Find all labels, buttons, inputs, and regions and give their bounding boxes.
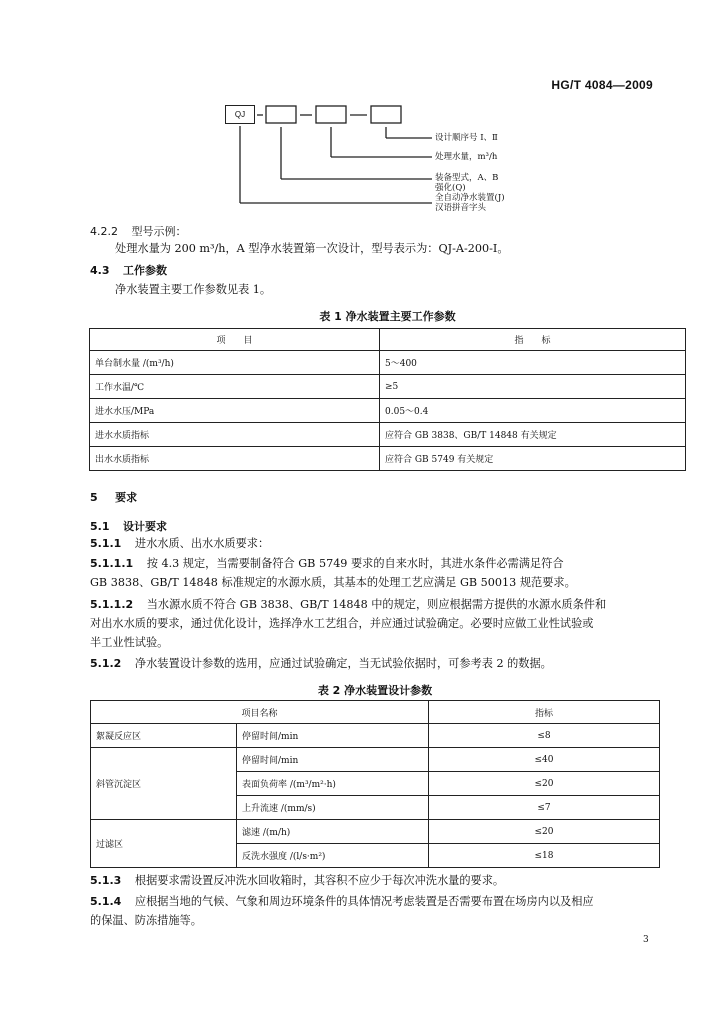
- standard-code: HG/T 4084—2009: [551, 78, 653, 92]
- table1-caption: 表 1 净水装置主要工作参数: [319, 310, 456, 323]
- page-number: 3: [643, 935, 649, 945]
- model-designation-diagram: [90, 100, 690, 220]
- table-group-cell: 过滤区: [91, 820, 237, 868]
- section-number: 5.1.1.1: [90, 557, 134, 570]
- section-5-1-1-1: [90, 556, 564, 572]
- diagram-label-flow: 处理水量，m³/h: [435, 152, 498, 162]
- section-text-line: 的保温、防冻措施等。: [90, 914, 202, 927]
- section-number: 5.1.2: [90, 657, 122, 670]
- table-row: [90, 447, 686, 471]
- section-4-3-heading: [90, 262, 167, 278]
- section-number: 5.1.1: [90, 537, 122, 550]
- table-cell: ≤7: [429, 796, 660, 820]
- section-text-line: 对出水水质的要求，通过优化设计，选择净水工艺组合，并应通过试验确定。必要时应做工业性试验或: [90, 617, 594, 630]
- section-text-line: 当水源水质不符合 GB 3838、GB/T 14848 中的规定，则应根据需方提供的水源水质条件和: [146, 598, 607, 611]
- table-row: [90, 375, 686, 399]
- table-cell: 进水水质指标: [90, 423, 380, 447]
- section-text-line: 半工业性试验。: [90, 636, 169, 649]
- section-5-1-2: [90, 656, 552, 672]
- section-number: 5.1.4: [90, 895, 122, 908]
- section-5-1-4: [90, 894, 594, 910]
- table-header-cell: 项 目: [90, 329, 380, 351]
- table-cell: 反洗水强度 /(l/s·m²): [237, 844, 429, 868]
- section-title: 要求: [115, 491, 138, 504]
- section-text-line: GB 3838、GB/T 14848 标准规定的水源水质，其基本的处理工艺应满足 GB 50013 规范要求。: [90, 576, 576, 589]
- section-4-2-2-text: 处理水量为 200 m³/h，A 型净水装置第一次设计，型号表示为：QJ-A-200-Ⅰ。: [115, 242, 509, 255]
- table-row: [91, 748, 660, 772]
- table-cell: 0.05～0.4: [380, 399, 686, 423]
- section-text: 进水水质、出水水质要求：: [134, 537, 270, 550]
- table2: [90, 700, 660, 868]
- table-cell: 表面负荷率 /(m³/m²·h): [237, 772, 429, 796]
- section-5-1-1-2: [90, 597, 606, 613]
- section-5-1-heading: [90, 518, 167, 534]
- section-text: 根据要求需设置反冲洗水回收箱时，其容积不应少于每次冲洗水量的要求。: [134, 874, 505, 887]
- section-5-1-3: [90, 873, 504, 889]
- table-cell: 进水水压/MPa: [90, 399, 380, 423]
- table-cell: 出水水质指标: [90, 447, 380, 471]
- table-header-cell: 指 标: [380, 329, 686, 351]
- table-header-row: [91, 701, 660, 724]
- table-cell: 应符合 GB 3838、GB/T 14848 有关规定: [380, 423, 686, 447]
- table-cell: ≤20: [429, 772, 660, 796]
- table-group-cell: 斜管沉淀区: [91, 748, 237, 820]
- section-title: 工作参数: [123, 264, 167, 277]
- section-title: 设计要求: [123, 520, 167, 533]
- table-cell: ≤18: [429, 844, 660, 868]
- diagram-label-enhanced: 强化(Q): [435, 183, 466, 193]
- table-cell: 单台制水量 /(m³/h): [90, 351, 380, 375]
- table-header-cell: 项目名称: [91, 701, 429, 724]
- table-cell: 滤速 /(m/h): [237, 820, 429, 844]
- table2-caption: 表 2 净水装置设计参数: [317, 684, 433, 697]
- section-4-3-text: 净水装置主要工作参数见表 1。: [115, 283, 272, 296]
- table-row: [91, 724, 660, 748]
- section-number: 4.3: [90, 264, 110, 277]
- diagram-label-automatic: 全自动净水装置(J): [435, 193, 505, 203]
- section-title: 型号示例：: [131, 225, 187, 238]
- table-cell: 应符合 GB 5749 有关规定: [380, 447, 686, 471]
- table-cell: 5～400: [380, 351, 686, 375]
- section-number: 5.1: [90, 520, 110, 533]
- diagram-label-design-sequence: 设计顺序号 Ⅰ、Ⅱ: [435, 133, 498, 143]
- table-cell: 上升流速 /(mm/s): [237, 796, 429, 820]
- section-number: 5.1.1.2: [90, 598, 134, 611]
- section-text-line: 按 4.3 规定，当需要制备符合 GB 5749 要求的自来水时，其进水条件必需满足符合: [146, 557, 564, 570]
- table-cell: ≤8: [429, 724, 660, 748]
- table-cell: 停留时间/min: [237, 748, 429, 772]
- section-number: 5.1.3: [90, 874, 122, 887]
- table-group-cell: 絮凝反应区: [91, 724, 237, 748]
- diagram-label-equipment-type: 装备型式，A、B: [435, 173, 499, 183]
- table-header-row: [90, 329, 686, 351]
- section-5-1-1: [90, 536, 269, 552]
- diagram-lines: [90, 100, 690, 220]
- table-cell: ≤40: [429, 748, 660, 772]
- diagram-label-pinyin: 汉语拼音字头: [435, 203, 487, 213]
- table-row: [91, 820, 660, 844]
- table-row: [90, 423, 686, 447]
- section-text-line: 应根据当地的气候、气象和周边环境条件的具体情况考虑装置是否需要布置在场房内以及相应: [134, 895, 594, 908]
- table-header-cell: 指标: [429, 701, 660, 724]
- table-row: [90, 399, 686, 423]
- section-5-heading: [90, 489, 137, 505]
- table-row: [90, 351, 686, 375]
- table-cell: ≤20: [429, 820, 660, 844]
- table-cell: 停留时间/min: [237, 724, 429, 748]
- table-cell: ≥5: [380, 375, 686, 399]
- table1: [89, 328, 686, 471]
- section-number: 5: [90, 491, 98, 504]
- diagram-box-qj: QJ: [225, 105, 255, 124]
- table-cell: 工作水温/℃: [90, 375, 380, 399]
- section-text: 净水装置设计参数的选用，应通过试验确定，当无试验依据时，可参考表 2 的数据。: [134, 657, 552, 670]
- section-4-2-2-heading: [90, 223, 187, 239]
- section-number: 4.2.2: [90, 225, 118, 238]
